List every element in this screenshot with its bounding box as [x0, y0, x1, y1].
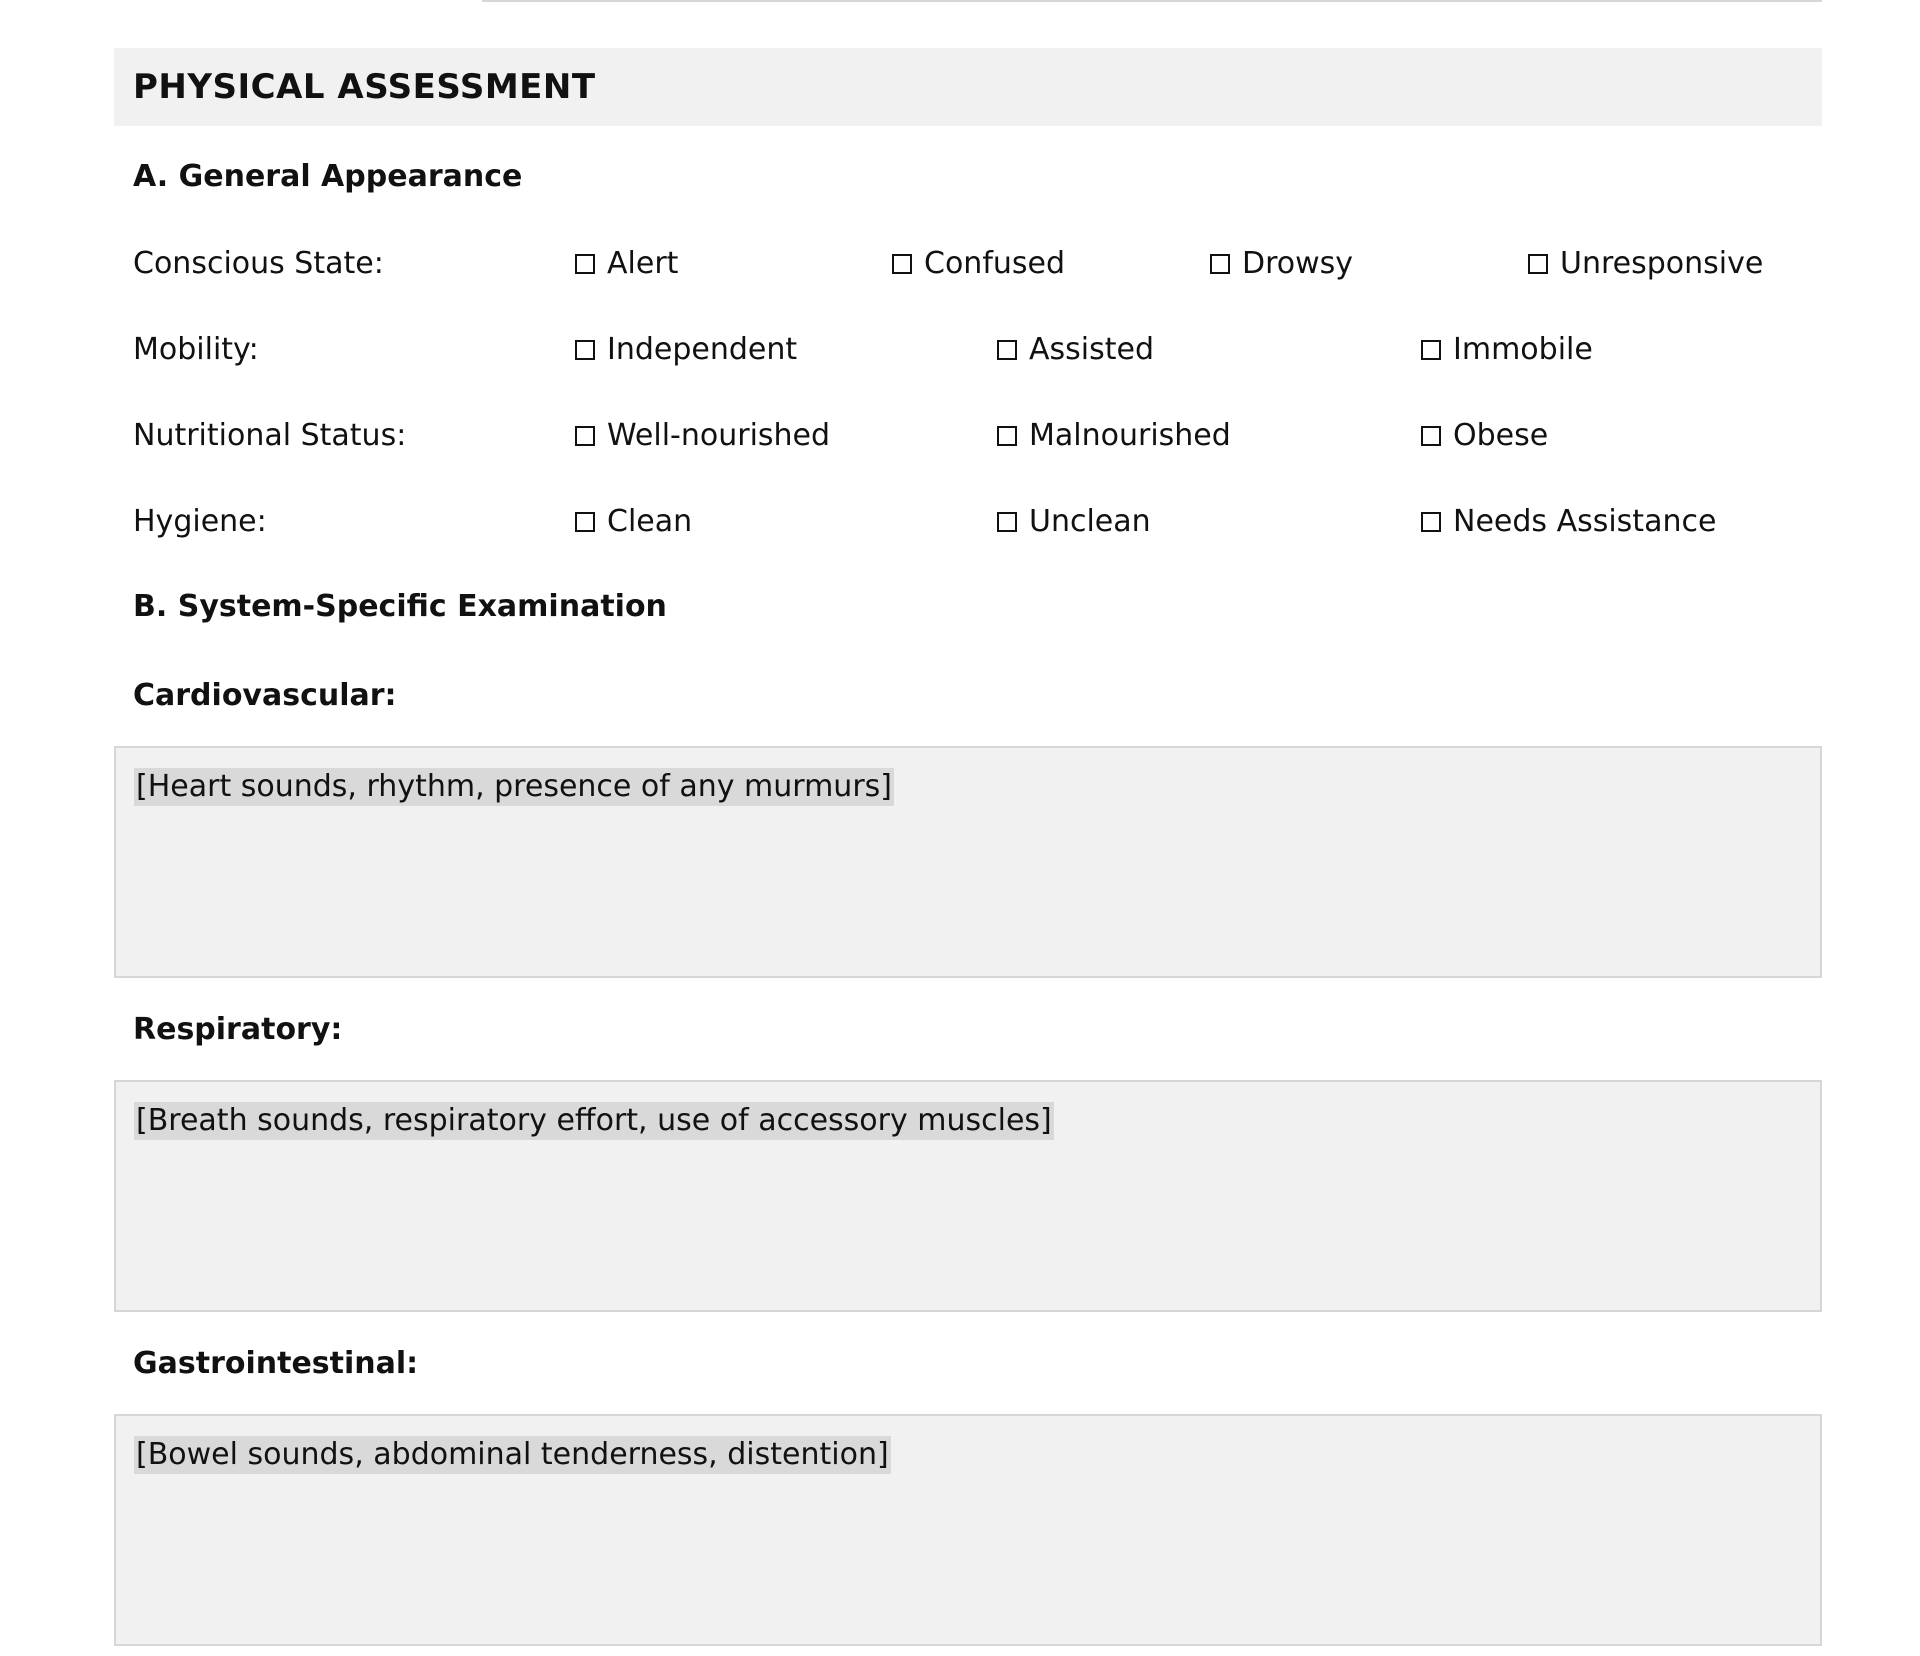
hygiene-unclean-checkbox[interactable] [997, 504, 1151, 539]
checkbox-icon[interactable] [575, 426, 595, 446]
section-header [114, 48, 1822, 126]
checkbox-icon[interactable] [997, 340, 1017, 360]
system-exam-heading: B. System-Specific Examination [133, 589, 667, 624]
checkbox-icon[interactable] [997, 426, 1017, 446]
mobility-assisted-checkbox[interactable] [997, 332, 1154, 367]
mobility-independent-checkbox[interactable] [575, 332, 797, 367]
conscious-unresponsive-checkbox[interactable] [1528, 246, 1763, 281]
checkbox-icon[interactable] [1528, 254, 1548, 274]
checkbox-icon[interactable] [1421, 340, 1441, 360]
general-appearance-heading: A. General Appearance [133, 159, 523, 194]
checkbox-icon[interactable] [575, 254, 595, 274]
cardiovascular-placeholder: [Heart sounds, rhythm, presence of any murmurs] [136, 769, 892, 804]
checkbox-icon[interactable] [892, 254, 912, 274]
cardiovascular-textarea[interactable] [114, 746, 1822, 978]
checkbox-icon[interactable] [1421, 512, 1441, 532]
mobility-immobile-checkbox[interactable] [1421, 332, 1593, 367]
respiratory-placeholder: [Breath sounds, respiratory effort, use of accessory muscles] [136, 1103, 1052, 1138]
nutrition-well-nourished-checkbox[interactable] [575, 418, 830, 453]
section-title: PHYSICAL ASSESSMENT [133, 67, 596, 107]
option-label: Independent [607, 332, 798, 367]
nutrition-malnourished-checkbox[interactable] [997, 418, 1231, 453]
nutrition-obese-checkbox[interactable] [1421, 418, 1548, 453]
mobility-label: Mobility: [133, 332, 259, 367]
respiratory-label: Respiratory: [133, 1012, 343, 1047]
gastrointestinal-textarea[interactable] [114, 1414, 1822, 1646]
checkbox-icon[interactable] [1210, 254, 1230, 274]
checkbox-icon[interactable] [575, 512, 595, 532]
cardiovascular-label: Cardiovascular: [133, 678, 397, 713]
option-label: Unresponsive [1560, 246, 1764, 281]
option-label: Unclean [1029, 504, 1151, 539]
conscious-state-label: Conscious State: [133, 246, 384, 281]
option-label: Malnourished [1029, 418, 1231, 453]
conscious-confused-checkbox[interactable] [892, 246, 1065, 281]
option-label: Well-nourished [607, 418, 831, 453]
gastrointestinal-label: Gastrointestinal: [133, 1346, 419, 1381]
hygiene-needs-assistance-checkbox[interactable] [1421, 504, 1716, 539]
hygiene-clean-checkbox[interactable] [575, 504, 692, 539]
option-label: Needs Assistance [1453, 504, 1717, 539]
nutritional-status-label: Nutritional Status: [133, 418, 407, 453]
previous-text-field[interactable] [482, 0, 1822, 2]
option-label: Immobile [1453, 332, 1593, 367]
option-label: Clean [607, 504, 693, 539]
conscious-alert-checkbox[interactable] [575, 246, 678, 281]
gastrointestinal-placeholder: [Bowel sounds, abdominal tenderness, distention] [136, 1437, 889, 1472]
option-label: Assisted [1029, 332, 1155, 367]
conscious-drowsy-checkbox[interactable] [1210, 246, 1353, 281]
checkbox-icon[interactable] [575, 340, 595, 360]
hygiene-label: Hygiene: [133, 504, 267, 539]
respiratory-textarea[interactable] [114, 1080, 1822, 1312]
checkbox-icon[interactable] [1421, 426, 1441, 446]
option-label: Drowsy [1242, 246, 1354, 281]
option-label: Alert [607, 246, 679, 281]
option-label: Obese [1453, 418, 1549, 453]
option-label: Confused [924, 246, 1066, 281]
checkbox-icon[interactable] [997, 512, 1017, 532]
